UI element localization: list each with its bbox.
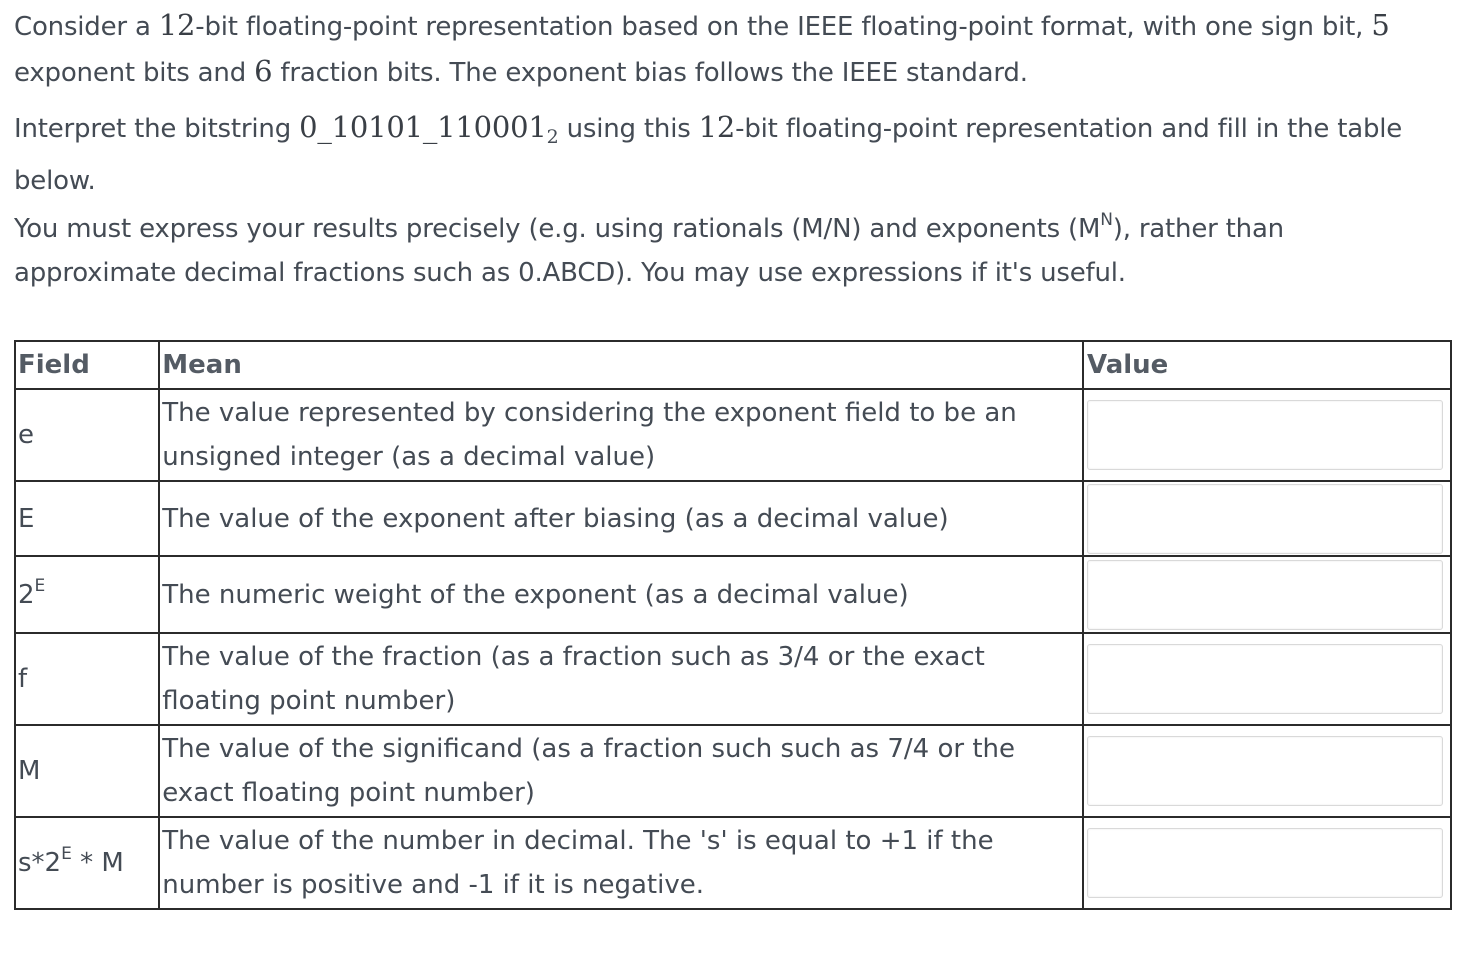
field-cell: M <box>15 725 159 817</box>
value-input-M[interactable] <box>1087 736 1443 806</box>
text-segment: Consider a <box>14 12 159 42</box>
value-input-2E[interactable] <box>1087 560 1443 630</box>
math-exponent-bits: 5 <box>1371 8 1390 42</box>
table-row-E <box>15 481 1451 556</box>
value-cell <box>1083 556 1451 633</box>
math-bitstring: 0_10101_110001 <box>299 110 547 144</box>
header-value: Value <box>1083 341 1451 389</box>
field-superscript: E <box>34 575 46 596</box>
value-cell <box>1083 633 1451 725</box>
value-input-E[interactable] <box>1087 484 1443 554</box>
text-segment: You must express your results precisely (e.g. using rationals (M/N) and exponents (M <box>14 214 1101 244</box>
mean-cell: The value represented by considering the exponent field to be an unsigned integer (as a decimal value) <box>159 389 1083 481</box>
table-row-2E <box>15 556 1451 633</box>
table-header-row <box>15 341 1451 389</box>
value-cell <box>1083 817 1451 909</box>
mean-cell: The numeric weight of the exponent (as a decimal value) <box>159 556 1083 633</box>
value-cell <box>1083 481 1451 556</box>
field-superscript: E <box>61 844 72 864</box>
math-bit-count: 12 <box>698 110 736 144</box>
mean-cell: The value of the significand (as a fraction such such as 7/4 or the exact floating point number) <box>159 725 1083 817</box>
mean-cell: The value of the exponent after biasing (as a decimal value) <box>159 481 1083 556</box>
field-cell <box>15 817 159 909</box>
text-segment: exponent bits and <box>14 58 255 88</box>
value-input-number[interactable] <box>1087 828 1443 898</box>
math-bitstring-base: 2 <box>546 126 559 148</box>
mean-cell: The value of the number in decimal. The 's' is equal to +1 if the number is positive and -1 if it is negative. <box>159 817 1083 909</box>
text-segment: Interpret the bitstring <box>14 114 300 144</box>
table-row-value <box>15 817 1451 909</box>
text-segment: using this <box>558 114 699 144</box>
text-segment: -bit floating-point representation based on the IEEE floating-point format, with one sign bit, <box>195 12 1372 42</box>
table-row-f <box>15 633 1451 725</box>
field-cell: E <box>15 481 159 556</box>
field-base: 2 <box>18 579 35 610</box>
superscript: N <box>1100 210 1113 230</box>
math-fraction-bits: 6 <box>254 54 273 88</box>
field-cell <box>15 556 159 633</box>
text-segment: fraction bits. The exponent bias follows the IEEE standard. <box>272 58 1028 88</box>
value-input-e[interactable] <box>1087 400 1443 470</box>
intro-paragraph-instructions <box>14 207 1454 295</box>
header-mean: Mean <box>159 341 1083 389</box>
field-cell: f <box>15 633 159 725</box>
text-segment: -bit floating-point representation and fill in the table below. <box>14 114 1403 196</box>
intro-paragraph-format <box>14 3 1454 95</box>
table-row-M <box>15 725 1451 817</box>
intro-paragraph-bitstring <box>14 105 1454 203</box>
field-cell: e <box>15 389 159 481</box>
field-base: s*2 <box>18 848 62 878</box>
text-segment: ), rather than approximate decimal fractions such as 0.ABCD). You may use expressions if it's useful. <box>14 214 1284 288</box>
value-cell <box>1083 725 1451 817</box>
value-cell <box>1083 389 1451 481</box>
value-input-f[interactable] <box>1087 644 1443 714</box>
table-row-e <box>15 389 1451 481</box>
mean-cell: The value of the fraction (as a fraction such as 3/4 or the exact floating point number) <box>159 633 1083 725</box>
header-field: Field <box>15 341 159 389</box>
math-bit-count: 12 <box>158 8 196 42</box>
answer-table <box>14 340 1452 910</box>
field-tail: * M <box>71 848 124 878</box>
